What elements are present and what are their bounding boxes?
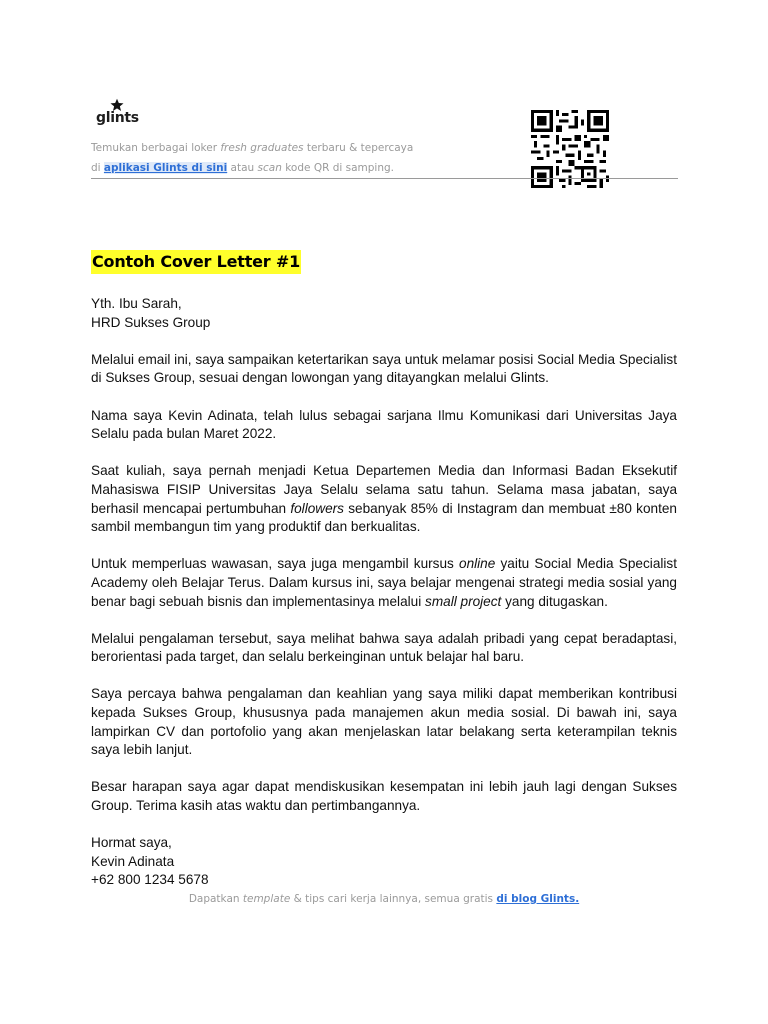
cover-letter-body: [91, 295, 677, 890]
footer-emphasis: template: [242, 893, 291, 905]
qr-code[interactable]: [531, 110, 609, 188]
paragraph-2: Nama saya Kevin Adinata, telah lulus sebagai sarjana Ilmu Komunikasi dari Universitas Jaya Selalu pada bulan Maret 2022.: [91, 407, 677, 442]
promo-text-part: terbaru & tepercaya: [303, 142, 414, 154]
promo-text-part: di: [91, 162, 104, 174]
promo-text-part: kode QR di samping.: [281, 162, 395, 174]
paragraph-5: Melalui pengalaman tersebut, saya melihat bahwa saya adalah pribadi yang cepat beradaptasi, berorientasi pada target, dan selalu berkeinginan untuk belajar hal baru.: [91, 630, 677, 665]
paragraph-text: sebanyak 85% di Instagram dan membuat ±80 konten sambil membangun tim yang produktif dan berkualitas.: [91, 500, 677, 535]
promo-line-1: [91, 138, 511, 158]
sender-name: Kevin Adinata: [91, 853, 175, 869]
paragraph-text: yang ditugaskan.: [501, 593, 608, 609]
promo-text-part: atau: [227, 162, 258, 174]
paragraph-text: yaitu Social Media Specialist Academy oleh Belajar Terus. Dalam kursus ini, saya belajar mengenai strategi media sosial yang benar bagi sebuah bisnis dan implementasinya melalui: [91, 556, 677, 609]
promo-text-part: Temukan berbagai loker: [91, 142, 221, 154]
paragraph-7: Besar harapan saya agar dapat mendiskusikan kesempatan ini lebih jauh lagi dengan Sukses Group. Terima kasih atas waktu dan pertimbangannya.: [91, 779, 677, 814]
promo-line-2: [91, 158, 511, 178]
salutation-line-2: HRD Sukses Group: [91, 314, 211, 330]
paragraph-emphasis: followers: [290, 500, 344, 516]
paragraph-emphasis: small project: [425, 593, 502, 609]
logo-text: glints: [96, 110, 139, 126]
promo-text: [91, 138, 511, 178]
glints-app-link[interactable]: aplikasi Glints di sini: [103, 162, 228, 174]
promo-emphasis: fresh graduates: [220, 142, 304, 154]
paragraph-text: Saat kuliah, saya pernah menjadi Ketua Departemen Media dan Informasi Badan Eksekutif Mahasiswa FISIP Universitas Jaya Selalu selama satu tahun. Selama masa jabatan, saya berhasil mencapai pertumbuhan: [91, 463, 677, 516]
salutation-line-1: Yth. Ibu Sarah,: [91, 296, 182, 311]
header-divider: [91, 178, 678, 179]
footer-text-part: Dapatkan: [188, 893, 243, 905]
glints-logo: [96, 98, 144, 130]
signature-block: [91, 834, 677, 890]
salutation: [91, 295, 677, 332]
page-title: Contoh Cover Letter #1: [91, 250, 301, 274]
promo-emphasis: scan: [257, 162, 282, 174]
paragraph-text: Untuk memperluas wawasan, saya juga mengambil kursus: [91, 556, 460, 572]
paragraph-6: Saya percaya bahwa pengalaman dan keahlian yang saya miliki dapat memberikan kontribusi kepada Sukses Group, khususnya pada manajemen akun media sosial. Di bawah ini, saya lampirkan CV dan portofolio yang akan menjelaskan latar belakang serta keterampilan teknis saya lebih lanjut.: [91, 686, 677, 758]
paragraph-4: [91, 555, 677, 611]
paragraph-emphasis: online: [459, 556, 496, 572]
sender-phone: +62 800 1234 5678: [91, 872, 209, 888]
footer-text: [0, 893, 768, 905]
closing: Hormat saya,: [91, 835, 172, 851]
paragraph-3: [91, 462, 677, 536]
footer-text-part: & tips cari kerja lainnya, semua gratis: [290, 893, 497, 905]
paragraph-1: Melalui email ini, saya sampaikan ketertarikan saya untuk melamar posisi Social Media Specialist di Sukses Group, sesuai dengan lowongan yang ditayangkan melalui Glints.: [91, 351, 677, 386]
blog-link[interactable]: di blog Glints.: [496, 893, 580, 905]
